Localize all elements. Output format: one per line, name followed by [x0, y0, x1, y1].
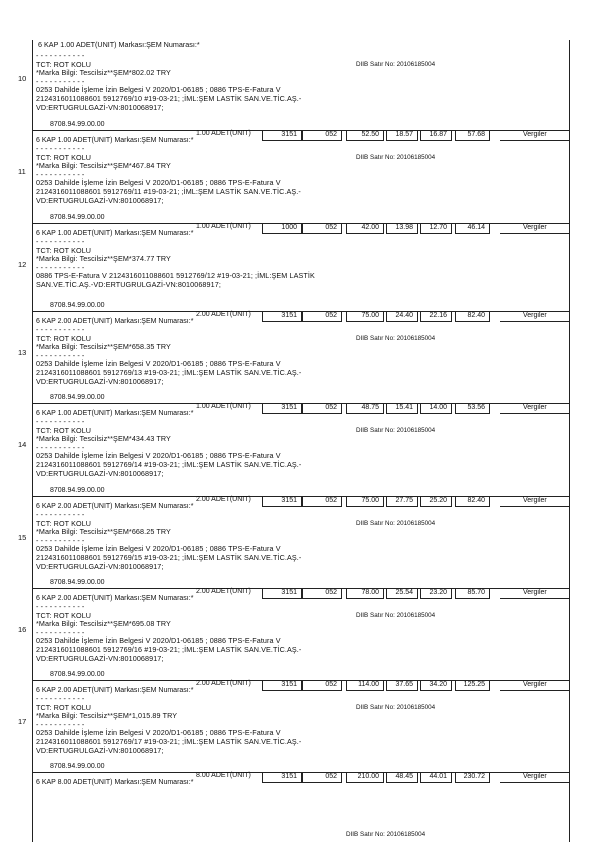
quantity: 1.00 ADET(UNIT) — [196, 223, 251, 230]
item-description — [36, 145, 301, 205]
description-line: *Marka Bilgi: Tescilsiz**ŞEM*434.43 TRY — [36, 434, 171, 444]
value-code2: 052 — [325, 681, 337, 688]
quantity: 2.00 ADET(UNIT) — [196, 588, 251, 595]
taxes-underline — [500, 233, 569, 234]
item-description — [36, 238, 315, 290]
diib-line-number: DIIB Satır No: 20106185004 — [356, 704, 436, 711]
item-number: 10 — [18, 74, 27, 83]
value-v2: 13.98 — [395, 224, 413, 231]
description-line: - - - - - - - - - - - — [36, 325, 85, 334]
value-v2: 48.45 — [395, 773, 413, 780]
value-v2: 18.57 — [395, 131, 413, 138]
item-block — [0, 238, 595, 326]
tariff-code: 8708.94.99.00.00 — [50, 671, 105, 678]
description-line: 2124316011088601 5912769/15 #19-03-21; ;İML:ŞEM LASTİK SAN.VE.TİC.AŞ.- — [36, 552, 302, 562]
description-line: - - - - - - - - - - - — [36, 627, 85, 637]
description-line: - - - - - - - - - - - — [36, 442, 85, 452]
description-line: VD:ERTUGRULGAZİ-VN:8010068917; — [36, 653, 164, 663]
item-block — [0, 695, 595, 787]
description-line: 0253 Dahilde İşleme İzin Belgesi V 2020/D1-06185 ; 0886 TPS-E-Fatura V — [36, 451, 281, 461]
tariff-code: 8708.94.99.00.00 — [50, 394, 105, 401]
description-line: TCT: ROT KOLU — [36, 245, 92, 255]
value-code2: 052 — [325, 312, 337, 319]
value-v4: 57.68 — [467, 131, 485, 138]
description-line: *Marka Bilgi: Tescilsiz**ŞEM*802.02 TRY — [36, 68, 171, 78]
item-number: 15 — [18, 533, 27, 542]
description-line: - - - - - - - - - - - — [36, 535, 85, 545]
value-code1: 3151 — [281, 497, 297, 504]
description-line: VD:ERTUGRULGAZİ-VN:8010068917; — [36, 376, 164, 386]
description-line: TCT: ROT KOLU — [36, 152, 92, 162]
taxes-underline — [500, 413, 569, 414]
value-code1: 3151 — [281, 404, 297, 411]
next-package-line: 6 KAP 1.00 ADET(UNIT) Markası:ŞEM Numarası:* — [36, 137, 194, 144]
value-v3: 14.00 — [429, 404, 447, 411]
description-line: *Marka Bilgi: Tescilsiz**ŞEM*695.08 TRY — [36, 619, 171, 629]
value-v1: 42.00 — [361, 224, 379, 231]
item-block — [0, 145, 595, 238]
description-line: TCT: ROT KOLU — [36, 425, 92, 435]
description-line: *Marka Bilgi: Tescilsiz**ŞEM*658.35 TRY — [36, 342, 171, 352]
description-line: *Marka Bilgi: Tescilsiz**ŞEM*374.77 TRY — [36, 254, 171, 264]
tariff-code: 8708.94.99.00.00 — [50, 763, 105, 770]
item-number: 11 — [18, 167, 26, 176]
value-v1: 75.00 — [361, 497, 379, 504]
description-line: VD:ERTUGRULGAZİ-VN:8010068917; — [36, 195, 164, 205]
value-v1: 52.50 — [361, 131, 379, 138]
description-line: TCT: ROT KOLU — [36, 610, 92, 620]
description-line: 0253 Dahilde İşleme İzin Belgesi V 2020/D1-06185 ; 0886 TPS-E-Fatura V — [36, 728, 281, 738]
value-code2: 052 — [325, 404, 337, 411]
description-line: - - - - - - - - - - - — [36, 237, 85, 246]
value-code1: 3151 — [281, 681, 297, 688]
description-line: - - - - - - - - - - - — [36, 169, 85, 179]
value-v3: 34.20 — [429, 681, 447, 688]
quantity: 1.00 ADET(UNIT) — [196, 130, 251, 137]
diib-line-number: DIIB Satır No: 20106185004 — [356, 335, 436, 342]
value-v3: 44.01 — [429, 773, 447, 780]
value-code1: 3151 — [281, 312, 297, 319]
description-line: SAN.VE.TİC.AŞ.-VD:ERTUGRULGAZİ-VN:8010068917; — [36, 279, 221, 289]
description-line: TCT: ROT KOLU — [36, 59, 92, 69]
value-code2: 052 — [325, 589, 337, 596]
description-line: 2124316011088601 5912769/13 #19-03-21; ;İML:ŞEM LASTİK SAN.VE.TİC.AŞ.- — [36, 367, 302, 377]
item-number: 16 — [18, 625, 27, 634]
description-line: VD:ERTUGRULGAZİ-VN:8010068917; — [36, 468, 164, 478]
item-block — [0, 418, 595, 511]
value-v4: 82.40 — [467, 497, 485, 504]
description-line: - - - - - - - - - - - — [36, 262, 85, 272]
tariff-code: 8708.94.99.00.00 — [50, 214, 105, 221]
value-code2: 052 — [325, 131, 337, 138]
taxes-label: Vergiler — [523, 681, 547, 688]
value-v3: 12.70 — [429, 224, 447, 231]
value-v1: 48.75 — [361, 404, 379, 411]
taxes-underline — [500, 506, 569, 507]
value-v1: 210.00 — [357, 773, 379, 780]
description-line: TCT: ROT KOLU — [36, 702, 92, 712]
item-block — [0, 52, 595, 145]
value-v4: 125.25 — [463, 681, 485, 688]
value-code1: 1000 — [281, 224, 297, 231]
item-number: 13 — [18, 348, 27, 357]
value-v2: 27.75 — [395, 497, 413, 504]
description-line: VD:ERTUGRULGAZİ-VN:8010068917; — [36, 745, 164, 755]
item-block — [0, 326, 595, 418]
next-package-line: 6 KAP 8.00 ADET(UNIT) Markası:ŞEM Numarası:* — [36, 779, 194, 786]
diib-line-number: DIIB Satır No: 20106185004 — [356, 427, 436, 434]
value-v3: 23.20 — [429, 589, 447, 596]
taxes-underline — [500, 690, 569, 691]
taxes-label: Vergiler — [523, 497, 547, 504]
tariff-code: 8708.94.99.00.00 — [50, 302, 105, 309]
item-number: 12 — [18, 260, 27, 269]
description-line: - - - - - - - - - - - — [36, 350, 85, 360]
description-line: TCT: ROT KOLU — [36, 333, 92, 343]
value-v1: 78.00 — [361, 589, 379, 596]
description-line: - - - - - - - - - - - — [36, 602, 85, 611]
description-line: 2124316011088601 5912769/11 #19-03-21; ;İML:ŞEM LASTİK SAN.VE.TİC.AŞ.- — [36, 186, 301, 196]
diib-line-number: DIIB Satır No: 20106185004 — [356, 61, 436, 68]
description-line: - - - - - - - - - - - — [36, 76, 85, 86]
value-code2: 052 — [325, 497, 337, 504]
description-line: - - - - - - - - - - - — [36, 417, 85, 426]
diib-line-number: DIIB Satır No: 20106185004 — [356, 154, 436, 161]
value-code1: 3151 — [281, 589, 297, 596]
quantity: 2.00 ADET(UNIT) — [196, 680, 251, 687]
quantity: 2.00 ADET(UNIT) — [196, 311, 251, 318]
taxes-underline — [500, 140, 569, 141]
description-line: 0253 Dahilde İşleme İzin Belgesi V 2020/D1-06185 ; 0886 TPS-E-Fatura V — [36, 636, 281, 646]
item-block — [0, 603, 595, 695]
value-v2: 25.54 — [395, 589, 413, 596]
taxes-label: Vergiler — [523, 404, 547, 411]
next-package-line: 6 KAP 2.00 ADET(UNIT) Markası:ŞEM Numarası:* — [36, 687, 194, 694]
tariff-code: 8708.94.99.00.00 — [50, 121, 105, 128]
description-line: 2124316011088601 5912769/10 #19-03-21; ;İML:ŞEM LASTİK SAN.VE.TİC.AŞ.- — [36, 93, 302, 103]
item-description — [36, 52, 301, 112]
taxes-underline — [500, 321, 569, 322]
description-line: VD:ERTUGRULGAZİ-VN:8010068917; — [36, 561, 164, 571]
next-package-line: 6 KAP 1.00 ADET(UNIT) Markası:ŞEM Numarası:* — [36, 410, 194, 417]
value-v4: 230.72 — [463, 773, 485, 780]
description-line: *Marka Bilgi: Tescilsiz**ŞEM*668.25 TRY — [36, 527, 171, 537]
description-line: 2124316011088601 5912769/16 #19-03-21; ;İML:ŞEM LASTİK SAN.VE.TİC.AŞ.- — [36, 644, 302, 654]
description-line: 0253 Dahilde İşleme İzin Belgesi V 2020/D1-06185 ; 0886 TPS-E-Fatura V — [36, 359, 281, 369]
taxes-label: Vergiler — [523, 773, 547, 780]
quantity: 8.00 ADET(UNIT) — [196, 772, 251, 779]
value-v4: 82.40 — [467, 312, 485, 319]
description-line: TCT: ROT KOLU — [36, 518, 92, 528]
value-code2: 052 — [325, 773, 337, 780]
description-line: 0253 Dahilde İşleme İzin Belgesi V 2020/D1-06185 ; 0886 TPS-E-Fatura V — [36, 178, 281, 188]
value-v2: 15.41 — [395, 404, 413, 411]
taxes-label: Vergiler — [523, 224, 547, 231]
item-description — [36, 695, 301, 755]
value-v2: 24.40 — [395, 312, 413, 319]
value-v1: 114.00 — [358, 681, 379, 688]
value-v4: 53.56 — [467, 404, 485, 411]
description-line: - - - - - - - - - - - — [36, 144, 85, 153]
quantity: 1.00 ADET(UNIT) — [196, 403, 251, 410]
value-code1: 3151 — [281, 773, 297, 780]
tariff-code: 8708.94.99.00.00 — [50, 579, 105, 586]
taxes-label: Vergiler — [523, 312, 547, 319]
footer-diib: DIIB Satır No: 20106185004 — [346, 831, 426, 838]
item-description — [36, 511, 301, 571]
tariff-code: 8708.94.99.00.00 — [50, 487, 105, 494]
item-description — [36, 326, 301, 386]
value-v3: 16.87 — [429, 131, 447, 138]
quantity: 2.00 ADET(UNIT) — [196, 496, 251, 503]
value-code2: 052 — [325, 224, 337, 231]
item-number: 17 — [18, 717, 27, 726]
taxes-label: Vergiler — [523, 589, 547, 596]
description-line: 0253 Dahilde İşleme İzin Belgesi V 2020/D1-06185 ; 0886 TPS-E-Fatura V — [36, 544, 281, 554]
value-v1: 75.00 — [361, 312, 379, 319]
description-line: 0253 Dahilde İşleme İzin Belgesi V 2020/D1-06185 ; 0886 TPS-E-Fatura V — [36, 85, 281, 95]
description-line: - - - - - - - - - - - — [36, 51, 85, 60]
description-line: 2124316011088601 5912769/14 #19-03-21; ;İML:ŞEM LASTİK SAN.VE.TİC.AŞ.- — [36, 459, 302, 469]
item-description — [36, 418, 301, 478]
item-block — [0, 511, 595, 603]
description-line: - - - - - - - - - - - — [36, 719, 85, 729]
item-description — [36, 603, 301, 663]
description-line: VD:ERTUGRULGAZİ-VN:8010068917; — [36, 102, 164, 112]
description-line: 2124316011088601 5912769/17 #19-03-21; ;İML:ŞEM LASTİK SAN.VE.TİC.AŞ.- — [36, 736, 302, 746]
header-line: 6 KAP 1.00 ADET(UNIT) Markası:ŞEM Numarası:* — [38, 40, 200, 49]
next-package-line: 6 KAP 1.00 ADET(UNIT) Markası:ŞEM Numarası:* — [36, 230, 194, 237]
next-package-line: 6 KAP 2.00 ADET(UNIT) Markası:ŞEM Numarası:* — [36, 318, 194, 325]
next-package-line: 6 KAP 2.00 ADET(UNIT) Markası:ŞEM Numarası:* — [36, 595, 194, 602]
description-line: *Marka Bilgi: Tescilsiz**ŞEM*467.84 TRY — [36, 161, 171, 171]
value-v4: 85.70 — [467, 589, 485, 596]
taxes-label: Vergiler — [523, 131, 547, 138]
description-line: *Marka Bilgi: Tescilsiz**ŞEM*1,015.89 TRY — [36, 711, 178, 721]
value-v2: 37.65 — [395, 681, 413, 688]
next-package-line: 6 KAP 2.00 ADET(UNIT) Markası:ŞEM Numarası:* — [36, 503, 194, 510]
description-line: - - - - - - - - - - - — [36, 510, 85, 519]
value-code1: 3151 — [281, 131, 297, 138]
taxes-underline — [500, 598, 569, 599]
value-v3: 22.16 — [429, 312, 447, 319]
value-v3: 25.20 — [429, 497, 447, 504]
diib-line-number: DIIB Satır No: 20106185004 — [356, 520, 436, 527]
taxes-underline — [500, 782, 569, 783]
description-line: - - - - - - - - - - - — [36, 694, 85, 703]
value-v4: 46.14 — [467, 224, 485, 231]
item-number: 14 — [18, 440, 27, 449]
description-line: 0886 TPS-E-Fatura V 2124316011088601 5912769/12 #19-03-21; ;İML:ŞEM LASTİK — [36, 271, 315, 281]
diib-line-number: DIIB Satır No: 20106185004 — [356, 612, 436, 619]
